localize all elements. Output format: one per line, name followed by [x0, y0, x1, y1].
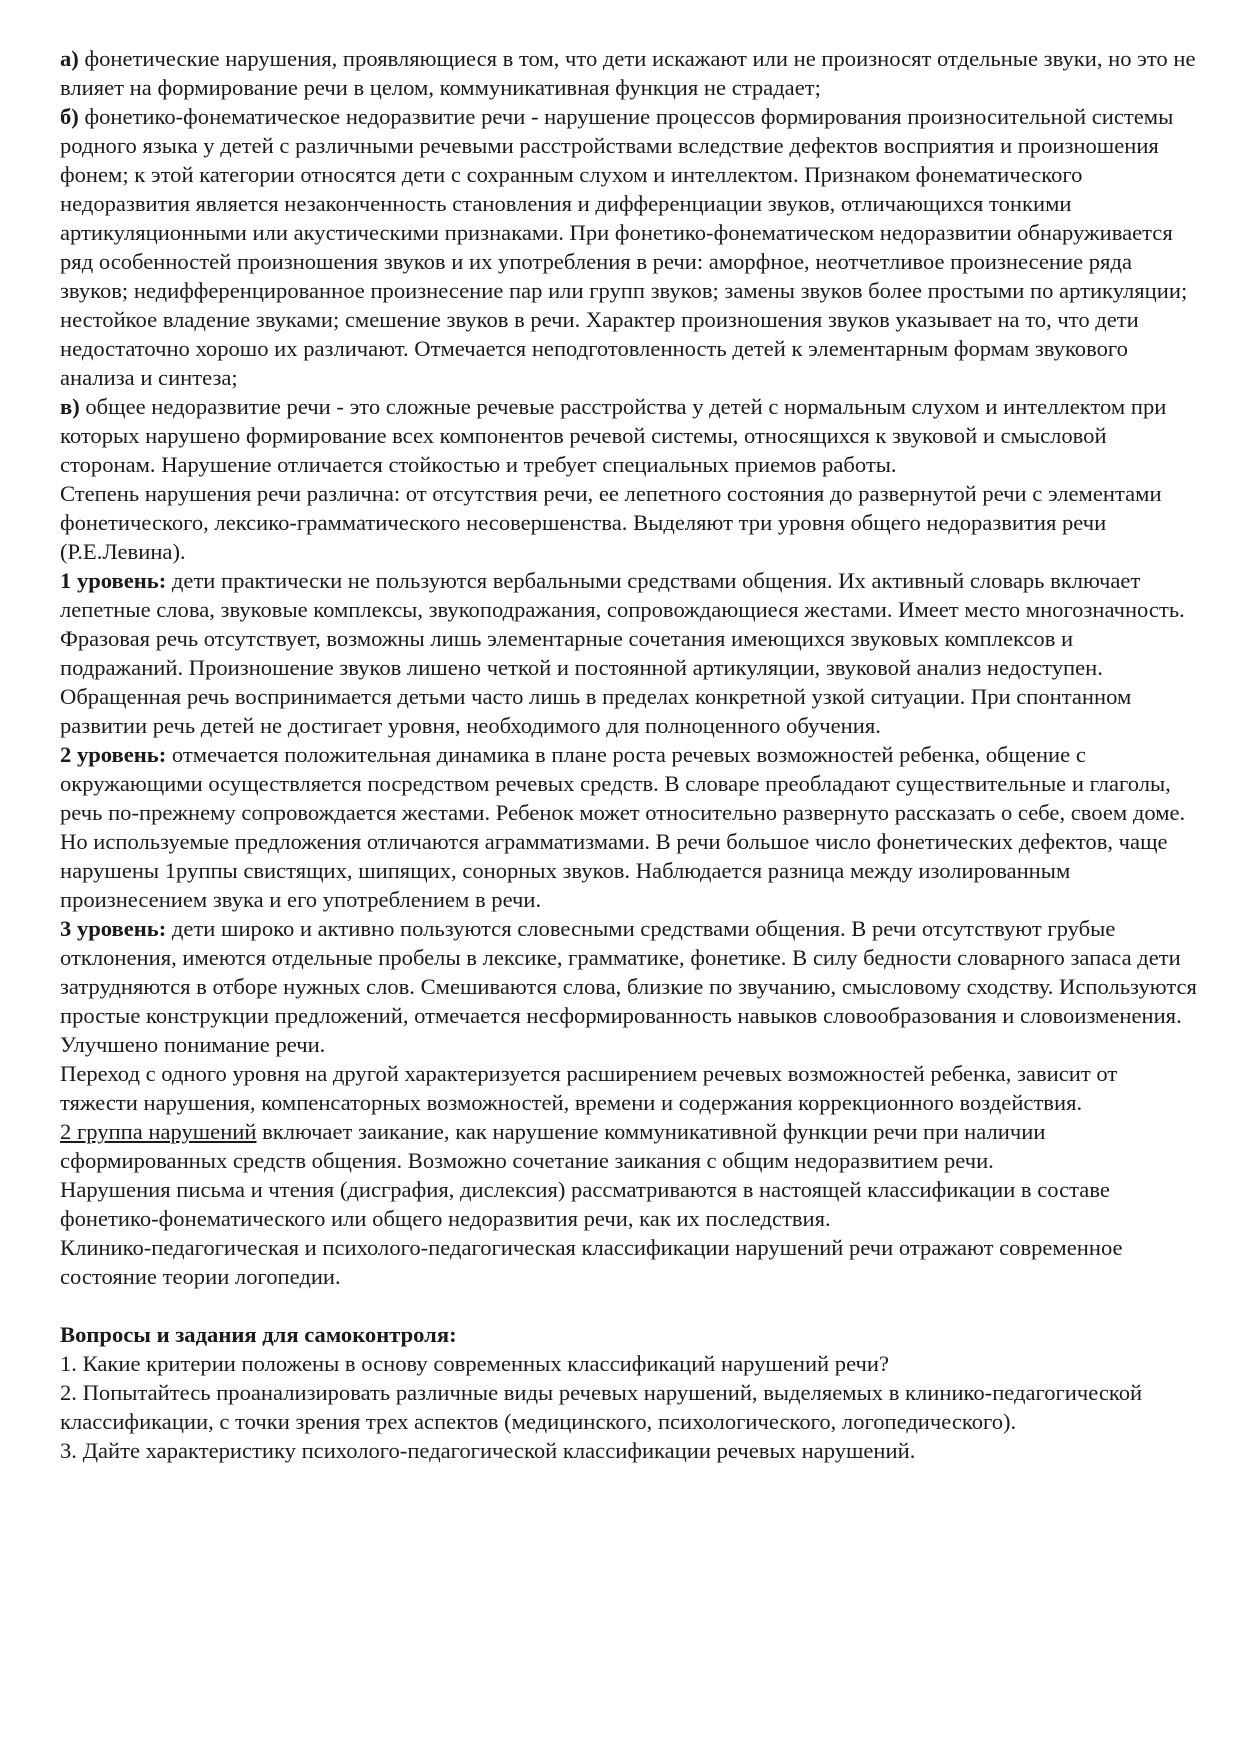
questions-heading: Вопросы и задания для самоконтроля:	[60, 1322, 457, 1347]
question-item: 1. Какие критерии положены в основу современных классификаций нарушений речи?	[60, 1351, 890, 1376]
paragraph-conclusion: Клинико-педагогическая и психолого-педагогическая классификации нарушений речи отражают современное состояние теории логопедии.	[60, 1235, 1123, 1289]
paragraph-level-2	[60, 740, 1200, 914]
paragraph-b-label: б)	[60, 104, 79, 129]
paragraph-degree: Степень нарушения речи различна: от отсутствия речи, ее лепетного состояния до развернутой речи с элементами фонетического, лексико-грамматического несовершенства. Выделяют три уровня общего недоразвития речи (Р.Е.Левина).	[60, 481, 1162, 564]
group-2-label: 2 группа нарушений	[60, 1119, 257, 1144]
question-item: 3. Дайте характеристику психолого-педагогической классификации речевых нарушений.	[60, 1438, 916, 1463]
paragraph-level-3	[60, 914, 1200, 1059]
paragraph-level-1	[60, 566, 1200, 740]
level-3-label: 3 уровень:	[60, 916, 167, 941]
level-2-text: отмечается положительная динамика в плане роста речевых возможностей ребенка, общение с окружающими осуществляется посредством речевых средств. В словаре преобладают существительные и глаголы, речь по-прежнему сопровождается жестами. Ребенок может относительно развернуто рассказать о себе, своем доме. Но используемые предложения отличаются аграмматизмами. В речи большое число фонетических дефектов, чаще нарушены 1руппы свистящих, шипящих, сонорных звуков. Наблюдается разница между изолированным произнесением звука и его употреблением в речи.	[60, 742, 1186, 912]
paragraph-writing: Нарушения письма и чтения (дисграфия, дислексия) рассматриваются в настоящей классификации в составе фонетико-фонематического или общего недоразвития речи, как их последствия.	[60, 1177, 1110, 1231]
paragraph-v-text: общее недоразвитие речи - это сложные речевые расстройства у детей с нормальным слухом и интеллектом при которых нарушено формирование всех компонентов речевой системы, относящихся к звуковой и смысловой сторонам. Нарушение отличается стойкостью и требует специальных приемов работы.	[60, 394, 1167, 477]
paragraph-v-label: в)	[60, 394, 80, 419]
level-1-text: дети практически не пользуются вербальными средствами общения. Их активный словарь включает лепетные слова, звуковые комплексы, звукоподражания, сопровождающиеся жестами. Имеет место многозначность. Фразовая речь отсутствует, возможны лишь элементарные сочетания имеющихся звуковых комплексов и подражаний. Произношение звуков лишено четкой и постоянной артикуляции, звуковой анализ недоступен. Обращенная речь воспринимается детьми часто лишь в пределах конкретной узкой ситуации. При спонтанном развитии речь детей не достигает уровня, необходимого для полноценного обучения.	[60, 568, 1185, 738]
paragraph-group-2	[60, 1117, 1200, 1175]
paragraph-transition: Переход с одного уровня на другой характеризуется расширением речевых возможностей ребенка, зависит от тяжести нарушения, компенсаторных возможностей, времени и содержания коррекционного воздействия.	[60, 1061, 1118, 1115]
level-3-text: дети широко и активно пользуются словесными средствами общения. В речи отсутствуют грубые отклонения, имеются отдельные пробелы в лексике, грамматике, фонетике. В силу бедности словарного запаса дети затрудняются в отборе нужных слов. Смешиваются слова, близкие по звучанию, смысловому сходству. Используются простые конструкции предложений, отмечается несформированность навыков словообразования и словоизменения. Улучшено понимание речи.	[60, 916, 1197, 1057]
paragraph-a	[60, 44, 1200, 102]
paragraph-b	[60, 102, 1200, 392]
question-item: 2. Попытайтесь проанализировать различные виды речевых нарушений, выделяемых в клинико-педагогической классификации, с точки зрения трех аспектов (медицинского, психологического, логопедического).	[60, 1380, 1143, 1434]
paragraph-a-label: а)	[60, 46, 79, 71]
level-2-label: 2 уровень:	[60, 742, 167, 767]
document-page	[60, 44, 1200, 1465]
level-1-label: 1 уровень:	[60, 568, 167, 593]
paragraph-b-text: фонетико-фонематическое недоразвитие речи - нарушение процессов формирования произносительной системы родного языка у детей с различными речевыми расстройствами вследствие дефектов восприятия и произношения фонем; к этой категории относятся дети с сохранным слухом и интеллектом. Признаком фонематического недоразвития является незаконченность становления и дифференциации звуков, отличающихся тонкими артикуляционными или акустическими признаками. При фонетико-фонематическом недоразвитии обнаруживается ряд особенностей произношения звуков и их употребления в речи: аморфное, неотчетливое произнесение ряда звуков; недифференцированное произнесение пар или групп звуков; замены звуков более простыми по артикуляции; нестойкое владение звуками; смешение звуков в речи. Характер произношения звуков указывает на то, что дети недостаточно хорошо их различают. Отмечается неподготовленность детей к элементарным формам звукового анализа и синтеза;	[60, 104, 1188, 390]
group-2-text: включает заикание, как нарушение коммуникативной функции речи при наличии сформированных средств общения. Возможно сочетание заикания с общим недоразвитием речи.	[60, 1119, 1046, 1173]
section-spacer	[60, 1291, 1200, 1320]
paragraph-v	[60, 392, 1200, 479]
paragraph-a-text: фонетические нарушения, проявляющиеся в том, что дети искажают или не произносят отдельные звуки, но это не влияет на формирование речи в целом, коммуникативная функция не страдает;	[60, 46, 1196, 100]
